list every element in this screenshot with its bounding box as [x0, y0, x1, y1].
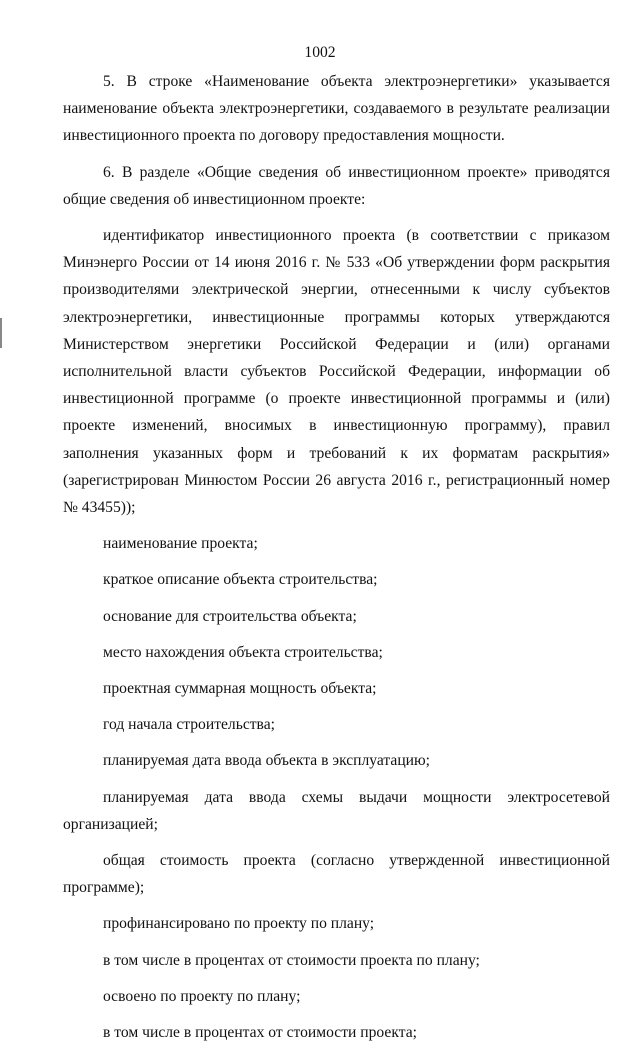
paragraph-project-identifier: идентификатор инвестиционного проекта (в соответствии с приказом Минэнерго России от 14 июня 2016 г. № 533 «Об утверждении форм раскрытия производителями электрической энергии, отнесенными к числу субъектов электроэнергетики, инвестиционные программы которых утверждаются Министерством энергетики Российской Федерации и (или) органами исполнительной власти субъектов Российской Федерации, информации об инвестиционной программе (о проекте инвестиционной программы и (или) проекте изменений, вносимых в инвестиционную программу), правил заполнения указанных форм и требований к их форматам раскрытия» (зарегистрирован Минюстом России 26 августа 2016 г., регистрационный номер № 43455)); [63, 227, 610, 517]
page-number: 1002 [304, 44, 336, 61]
list-item-project-name: наименование проекта; [103, 535, 258, 553]
list-item-mastered-percent: в том числе в процентах от стоимости проекта; [103, 1024, 417, 1042]
list-item-start-year: год начала строительства; [103, 716, 275, 734]
list-item-commissioning-date: планируемая дата ввода объекта в эксплуатацию; [103, 752, 431, 770]
list-item-total-cost: общая стоимость проекта (согласно утвержденной инвестиционной программе); [63, 852, 610, 897]
list-item-construction-basis: основание для строительства объекта; [103, 607, 357, 625]
paragraph-item-6: 6. В разделе «Общие сведения об инвестиционном проекте» приводятся общие сведения об инвестиционном проекте: [63, 163, 610, 208]
list-item-location: место нахождения объекта строительства; [103, 643, 383, 661]
list-item-financed-percent: в том числе в процентах от стоимости проекта по плану; [103, 951, 480, 969]
paragraph-item-5: 5. В строке «Наименование объекта электроэнергетики» указывается наименование объекта электроэнергетики, создаваемого в результате реализации инвестиционного проекта по договору предоставления мощности. [63, 73, 610, 145]
list-item-short-description: краткое описание объекта строительства; [103, 571, 378, 589]
list-item-grid-scheme-date: планируемая дата ввода схемы выдачи мощности электросетевой организацией; [63, 788, 610, 833]
scan-edge-mark [0, 318, 2, 348]
list-item-mastered-plan: освоено по проекту по плану; [103, 987, 301, 1005]
list-item-financed-plan: профинансировано по проекту по плану; [103, 915, 375, 933]
list-item-total-capacity: проектная суммарная мощность объекта; [103, 680, 377, 698]
document-body [63, 68, 610, 1046]
